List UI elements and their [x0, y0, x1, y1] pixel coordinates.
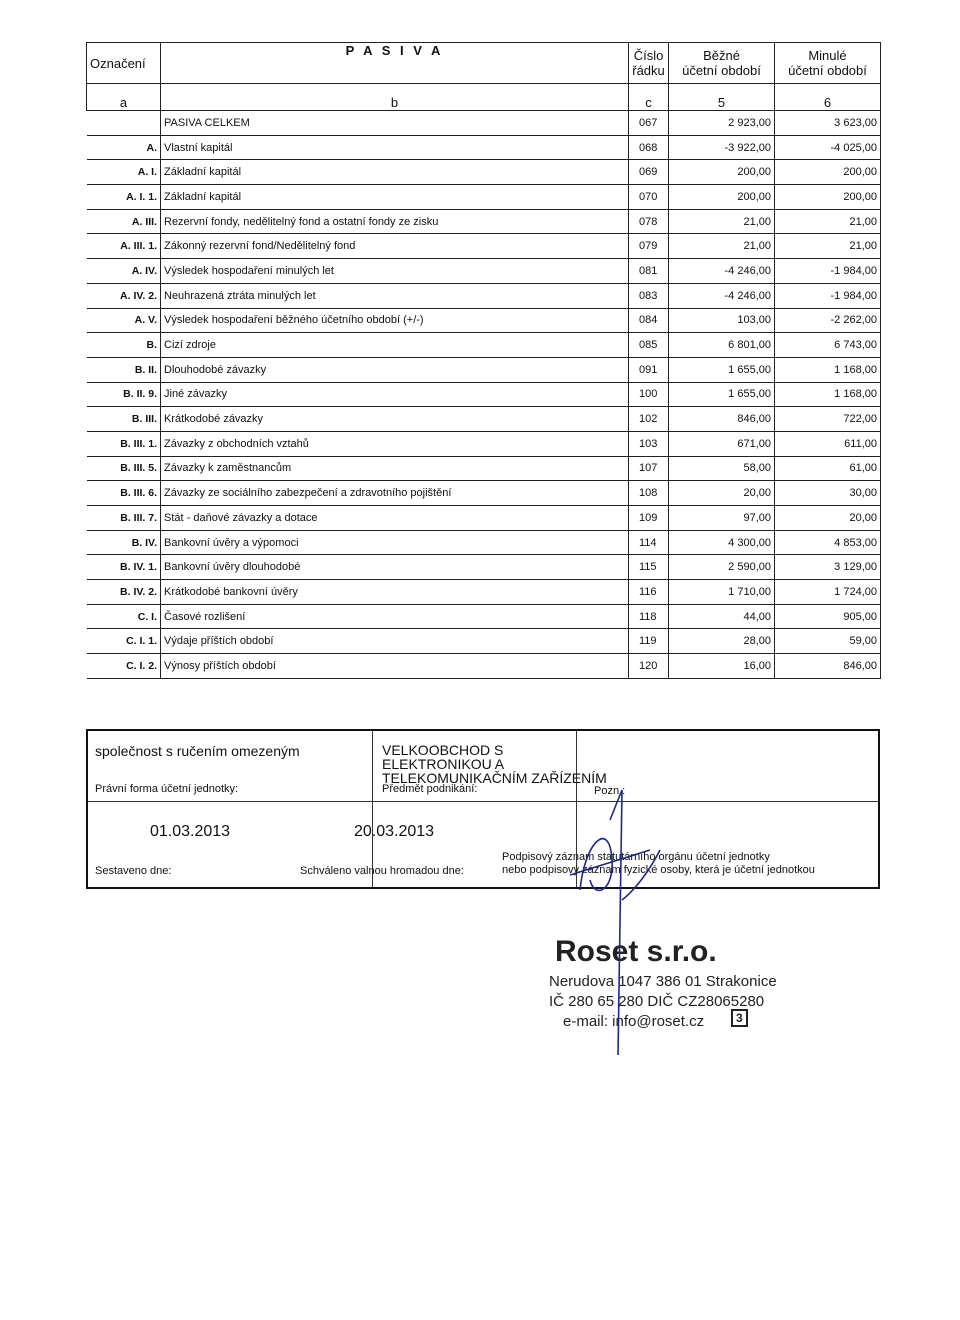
row-number: 119: [629, 629, 669, 654]
row-current-period: 671,00: [669, 431, 775, 456]
row-previous-period: -2 262,00: [775, 308, 881, 333]
row-label: Dlouhodobé závazky: [161, 357, 629, 382]
row-previous-period: 722,00: [775, 407, 881, 432]
row-code: A. I.: [87, 160, 161, 185]
row-code: B. II. 9.: [87, 382, 161, 407]
row-code: B. IV. 1.: [87, 555, 161, 580]
row-number: 084: [629, 308, 669, 333]
row-number: 107: [629, 456, 669, 481]
row-previous-period: 61,00: [775, 456, 881, 481]
row-code: B. III. 1.: [87, 431, 161, 456]
row-number: 102: [629, 407, 669, 432]
row-code: B. III. 6.: [87, 481, 161, 506]
row-current-period: 6 801,00: [669, 333, 775, 358]
row-previous-period: 30,00: [775, 481, 881, 506]
row-label: Stát - daňové závazky a dotace: [161, 506, 629, 531]
table-row: [87, 283, 881, 308]
col-number-5: 5: [669, 84, 775, 111]
approved-date: 20.03.2013: [354, 823, 435, 840]
row-code: B. IV. 2.: [87, 580, 161, 605]
row-previous-period: 905,00: [775, 604, 881, 629]
compiled-label: Sestaveno dne:: [95, 865, 172, 877]
table-row: [87, 308, 881, 333]
row-code: B.: [87, 333, 161, 358]
row-current-period: 103,00: [669, 308, 775, 333]
row-label: Závazky z obchodních vztahů: [161, 431, 629, 456]
row-current-period: 21,00: [669, 209, 775, 234]
row-current-period: -3 922,00: [669, 135, 775, 160]
row-current-period: -4 246,00: [669, 259, 775, 284]
row-code: A. III. 1.: [87, 234, 161, 259]
business-activity-value: VELKOOBCHOD S ELEKTRONIKOU A TELEKOMUNIKAČNÍM ZAŘÍZENÍM: [382, 742, 607, 786]
row-label: Výnosy příštích období: [161, 654, 629, 679]
row-number: 067: [629, 111, 669, 136]
row-code: C. I. 1.: [87, 629, 161, 654]
pasiva-table: [86, 42, 881, 679]
row-previous-period: 611,00: [775, 431, 881, 456]
row-number: 120: [629, 654, 669, 679]
col-letter-a: a: [87, 84, 161, 111]
row-number: 091: [629, 357, 669, 382]
col-letter-b: b: [161, 84, 629, 111]
row-previous-period: 6 743,00: [775, 333, 881, 358]
row-previous-period: 3 129,00: [775, 555, 881, 580]
business-activity-label: Předmět podnikání:: [382, 783, 478, 795]
table-row: [87, 456, 881, 481]
footer-divider: [88, 801, 878, 802]
compiled-date: 01.03.2013: [150, 823, 231, 840]
row-number: 109: [629, 506, 669, 531]
table-row: [87, 209, 881, 234]
row-label: Krátkodobé závazky: [161, 407, 629, 432]
row-current-period: 97,00: [669, 506, 775, 531]
legal-form-label: Právní forma účetní jednotky:: [95, 783, 239, 795]
table-row: [87, 431, 881, 456]
table-row: [87, 382, 881, 407]
row-previous-period: 20,00: [775, 506, 881, 531]
row-previous-period: 200,00: [775, 160, 881, 185]
row-label: Závazky k zaměstnancům: [161, 456, 629, 481]
row-number: 115: [629, 555, 669, 580]
row-label: Základní kapitál: [161, 160, 629, 185]
col-number-6: 6: [775, 84, 881, 111]
row-code: B. III. 5.: [87, 456, 161, 481]
row-previous-period: 1 168,00: [775, 382, 881, 407]
table-row: [87, 135, 881, 160]
row-number: 116: [629, 580, 669, 605]
table-row: [87, 407, 881, 432]
row-current-period: -4 246,00: [669, 283, 775, 308]
row-number: 068: [629, 135, 669, 160]
footer-block: [86, 729, 880, 889]
table-row: [87, 185, 881, 210]
table-row: [87, 629, 881, 654]
row-number: 081: [629, 259, 669, 284]
stamp-email: e-mail: info@roset.cz: [563, 1013, 705, 1030]
row-previous-period: 59,00: [775, 629, 881, 654]
row-current-period: 58,00: [669, 456, 775, 481]
row-number: 069: [629, 160, 669, 185]
table-row: [87, 481, 881, 506]
row-previous-period: 200,00: [775, 185, 881, 210]
row-label: Bankovní úvěry dlouhodobé: [161, 555, 629, 580]
row-current-period: 44,00: [669, 604, 775, 629]
row-previous-period: 1 168,00: [775, 357, 881, 382]
header-bezne-obdobi: Běžné účetní období: [669, 43, 775, 84]
table-row: [87, 654, 881, 679]
row-code: A. V.: [87, 308, 161, 333]
row-current-period: 200,00: [669, 160, 775, 185]
row-code: A. I. 1.: [87, 185, 161, 210]
row-current-period: 200,00: [669, 185, 775, 210]
row-previous-period: 1 724,00: [775, 580, 881, 605]
signature-caption: Podpisový záznam statutárního orgánu účetní jednotky nebo podpisový záznam fyzické osoby, která je účetní jednotkou: [502, 851, 815, 876]
row-code: C. I.: [87, 604, 161, 629]
row-code: A. IV. 2.: [87, 283, 161, 308]
row-label: Cizí zdroje: [161, 333, 629, 358]
row-number: 070: [629, 185, 669, 210]
row-previous-period: 846,00: [775, 654, 881, 679]
row-current-period: 20,00: [669, 481, 775, 506]
row-label: Závazky ze sociálního zabezpečení a zdravotního pojištění: [161, 481, 629, 506]
row-current-period: 846,00: [669, 407, 775, 432]
row-number: 103: [629, 431, 669, 456]
row-number: 108: [629, 481, 669, 506]
row-number: 114: [629, 530, 669, 555]
row-label: Jiné závazky: [161, 382, 629, 407]
table-row: [87, 530, 881, 555]
stamp-address: Nerudova 1047 386 01 Strakonice: [549, 973, 777, 990]
row-number: 083: [629, 283, 669, 308]
table-row: [87, 604, 881, 629]
row-number: 100: [629, 382, 669, 407]
row-code: B. III.: [87, 407, 161, 432]
footer-col-divider-1: [372, 731, 373, 887]
table-row: [87, 259, 881, 284]
row-label: Časové rozlišení: [161, 604, 629, 629]
row-current-period: 1 710,00: [669, 580, 775, 605]
row-code: C. I. 2.: [87, 654, 161, 679]
row-current-period: 2 590,00: [669, 555, 775, 580]
row-previous-period: -4 025,00: [775, 135, 881, 160]
row-previous-period: -1 984,00: [775, 259, 881, 284]
row-code: A. III.: [87, 209, 161, 234]
table-header-row: [87, 43, 881, 84]
table-row: [87, 111, 881, 136]
row-code: A. IV.: [87, 259, 161, 284]
row-current-period: 4 300,00: [669, 530, 775, 555]
row-current-period: 28,00: [669, 629, 775, 654]
row-number: 078: [629, 209, 669, 234]
header-cislo-radku: Číslo řádku: [629, 43, 669, 84]
row-code: B. II.: [87, 357, 161, 382]
table-row: [87, 506, 881, 531]
table-row: [87, 580, 881, 605]
row-label: Neuhrazená ztráta minulých let: [161, 283, 629, 308]
handwritten-signature: [540, 780, 680, 1060]
row-code: A.: [87, 135, 161, 160]
stamp-ids: IČ 280 65 280 DIČ CZ28065280: [549, 993, 765, 1010]
row-label: Výsledek hospodaření běžného účetního období (+/-): [161, 308, 629, 333]
row-label: Výsledek hospodaření minulých let: [161, 259, 629, 284]
note-label: Pozn.:: [594, 785, 626, 797]
header-oznaceni: Označení: [87, 43, 161, 84]
table-row: [87, 357, 881, 382]
row-current-period: 2 923,00: [669, 111, 775, 136]
row-previous-period: 21,00: [775, 209, 881, 234]
row-number: 118: [629, 604, 669, 629]
row-label: Rezervní fondy, nedělitelný fond a ostatní fondy ze zisku: [161, 209, 629, 234]
row-label: Výdaje příštích období: [161, 629, 629, 654]
table-row: [87, 160, 881, 185]
column-letters-row: [87, 84, 881, 111]
table-row: [87, 555, 881, 580]
row-code: B. IV.: [87, 530, 161, 555]
row-previous-period: 4 853,00: [775, 530, 881, 555]
col-letter-c: c: [629, 84, 669, 111]
row-previous-period: 3 623,00: [775, 111, 881, 136]
table-row: [87, 333, 881, 358]
row-code: B. III. 7.: [87, 506, 161, 531]
row-label: Základní kapitál: [161, 185, 629, 210]
header-minule-obdobi: Minulé účetní období: [775, 43, 881, 84]
row-label: Vlastní kapitál: [161, 135, 629, 160]
row-label: Krátkodobé bankovní úvěry: [161, 580, 629, 605]
header-title: P A S I V A: [161, 43, 629, 84]
stamp-mark: 3: [731, 1009, 748, 1027]
row-current-period: 16,00: [669, 654, 775, 679]
row-current-period: 1 655,00: [669, 382, 775, 407]
row-number: 079: [629, 234, 669, 259]
row-label: Zákonný rezervní fond/Nedělitelný fond: [161, 234, 629, 259]
table-row: [87, 234, 881, 259]
row-current-period: 21,00: [669, 234, 775, 259]
row-label: PASIVA CELKEM: [161, 111, 629, 136]
row-label: Bankovní úvěry a výpomoci: [161, 530, 629, 555]
row-previous-period: 21,00: [775, 234, 881, 259]
stamp-company-name: Roset s.r.o.: [555, 935, 717, 968]
row-code: [87, 111, 161, 136]
row-number: 085: [629, 333, 669, 358]
approved-label: Schváleno valnou hromadou dne:: [300, 865, 464, 877]
legal-form-value: společnost s ručením omezeným: [95, 743, 300, 759]
row-current-period: 1 655,00: [669, 357, 775, 382]
row-previous-period: -1 984,00: [775, 283, 881, 308]
